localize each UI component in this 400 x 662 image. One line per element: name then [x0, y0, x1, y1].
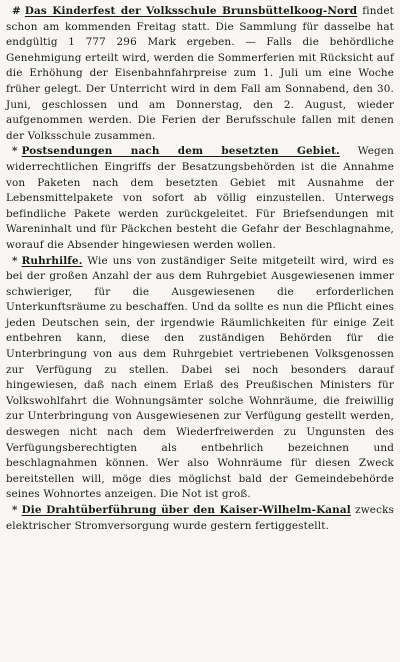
- article-headline: Ruhrhilfe.: [21, 254, 83, 267]
- article-kinderfest: [6, 4, 394, 144]
- article-drahtueberfuehrung: [6, 503, 394, 534]
- article-headline: Postsendungen nach dem besetzten Gebiet.: [21, 145, 340, 158]
- article-headline: Die Drahtüberführung über den Kaiser-Wilhelm-Kanal: [21, 504, 351, 516]
- article-body: Wegen widerrechtlichen Eingriffs der Besatzungsbehörden ist die Annahme von Paketen nach dem besetzten Gebiet mit Ausnahme der Lebensmittelpakete von sofort ab völlig einzustellen. Unterwegs befindliche Pakete werden zurückgeleitet. Für Briefsendungen mit Wareninhalt und für Päckchen besteht die Gefahr der Beschlagnahme, worauf die Absender hingewiesen werden wollen.: [6, 145, 395, 251]
- article-marker: *: [12, 254, 18, 267]
- article-headline: Das Kinderfest der Volksschule Brunsbüttelkoog-Nord: [24, 5, 358, 17]
- article-body: zwecks elektrischer Stromversorgung wurde gestern fertiggestellt.: [6, 504, 395, 532]
- article-body: findet schon am kommenden Freitag statt. Die Sammlung für dasselbe hat endgültig 1 777 296 Mark ergeben. — Falls die behördliche Genehmigung erteilt wird, werden die Sommerferien mit Rücksicht auf die Erhöhung der Eisenbahnfahrpreise zum 1. Juli um eine Woche früher gelegt. Der Unterricht wird in dem Fall am Sonnabend, den 30. Juni, geschlossen und am Donnerstag, den 2. August, wieder aufgenommen werden. Die Ferien der Berufsschule fallen mit denen der Volksschule zusammen.: [6, 5, 395, 142]
- article-marker: *: [12, 504, 18, 516]
- article-postsendungen: [6, 144, 394, 253]
- article-ruhrhilfe: [6, 254, 394, 504]
- article-marker: #: [12, 5, 21, 17]
- article-body: Wie uns von zuständiger Seite mitgeteilt wird, wird es bei der großen Anzahl der aus dem Ruhrgebiet Ausgewiesenen immer schwieriger, für die Ausgewiesenen die erforderlichen Unterkunftsräume zu beschaffen. Und da sollte es nun die Pflicht eines jeden Deutschen sein, der irgendwie Räumlichkeiten für einige Zeit entbehren kann, diese den zuständigen Behörden für die Unterbringung von aus dem Ruhrgebiet vertriebenen Volksgenossen zur Verfügung zu stellen. Dabei sei noch besonders darauf hingewiesen, daß nach einem Erlaß des Preußischen Ministers für Volkswohlfahrt die Wohnungsämter solche Wohnräume, die freiwillig zur Unterbringung von Ausgewiesenen zur Verfügung gestellt werden, deswegen nicht nach dem Wiederfreiwerden zu Ungunsten des Verfügungsberechtigten als entbehrlich bezeichnen und beschlagnahmen können. Wer also Wohnräume für diesen Zweck bereitstellen will, möge dies möglichst bald der Gemeindebehörde seines Wohnortes anzeigen. Die Not ist groß.: [6, 254, 394, 501]
- article-marker: *: [12, 145, 18, 158]
